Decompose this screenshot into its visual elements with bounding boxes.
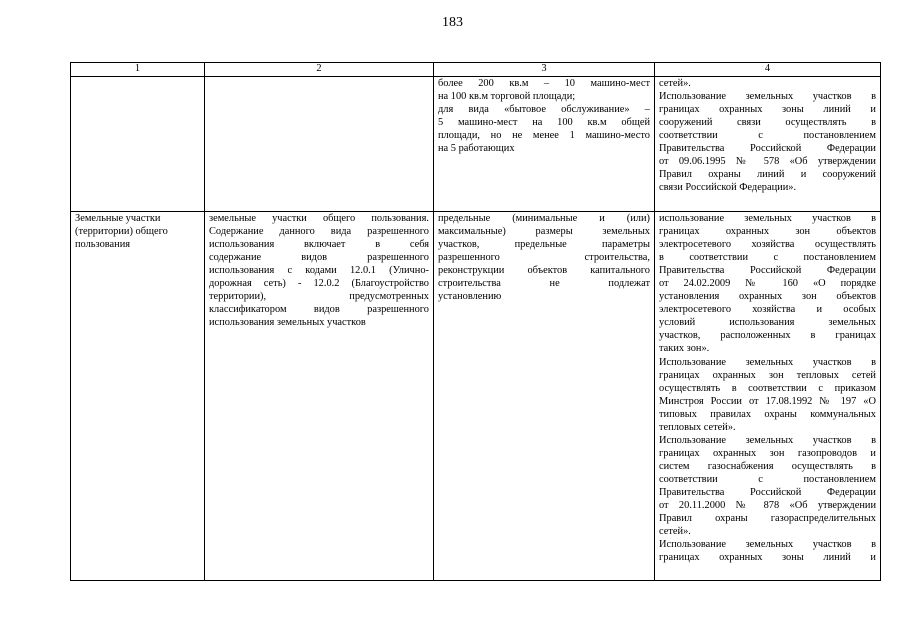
- text-line: дорожная сеть) - 12.0.2 (Благоустройство: [209, 278, 429, 290]
- text-line: классификатором видов разрешенного: [209, 304, 429, 316]
- text-line: соответствии с постановлением: [659, 473, 876, 485]
- text-line: типовых правилах охраны коммунальных: [659, 408, 876, 420]
- text-line: земельные участки общего пользования.: [209, 213, 429, 224]
- cell-parameters: [434, 77, 655, 212]
- text-line: Правил охраны газораспределительных: [659, 513, 876, 525]
- text-line: Использование земельных участков в: [659, 434, 876, 446]
- cell-land-type: [71, 77, 205, 212]
- text-line: Использование земельных участков в: [659, 356, 876, 368]
- table-row: [71, 212, 881, 581]
- column-number-3: 3: [434, 63, 655, 77]
- text-line: максимальные) размеры земельных: [438, 226, 650, 238]
- text-line: границах охранных зон газопроводов и: [659, 447, 876, 459]
- text-line: электросетевого хозяйства и особых: [659, 304, 876, 316]
- text-line: Минстроя России от 17.08.1992 № 197 «О: [659, 395, 876, 407]
- text-line: на 100 кв.м торговой площади;: [438, 91, 576, 103]
- page-number: 183: [442, 15, 463, 30]
- text-line: территории), предусмотренных: [209, 291, 429, 303]
- text-line: строительства не подлежат: [438, 278, 650, 290]
- text-line: на 5 работающих: [438, 143, 515, 155]
- text-line: тепловых сетей».: [659, 421, 736, 433]
- text-line: Земельные участки: [75, 213, 161, 224]
- text-line: реконструкции объектов капитального: [438, 265, 650, 277]
- table-row: [71, 77, 881, 212]
- cell-parameters: [434, 212, 655, 581]
- text-line: использование земельных участков в: [659, 213, 876, 224]
- text-line: Правительства Российской Федерации: [659, 265, 876, 277]
- text-line: связи Российской Федерации».: [659, 182, 797, 194]
- text-line: соответствии с постановлением: [659, 130, 876, 142]
- text-line: от 09.06.1995 № 578 «Об утверждении: [659, 156, 876, 168]
- text-line: Использование земельных участков в: [659, 539, 876, 551]
- land-use-table: [70, 62, 881, 581]
- text-line: предельные (минимальные и (или): [438, 213, 650, 224]
- text-line: Правительства Российской Федерации: [659, 143, 876, 155]
- text-line: площади, но не менее 1 машино-место: [438, 130, 650, 142]
- text-line: содержание видов разрешенного: [209, 252, 429, 264]
- text-line: для вида «бытовое обслуживание» –: [438, 104, 650, 116]
- text-line: систем газоснабжения осуществлять в: [659, 460, 876, 472]
- text-line: условий использования земельных: [659, 317, 876, 329]
- text-line: сетей».: [659, 78, 691, 89]
- text-line: использования включает в себя: [209, 239, 429, 251]
- text-line: от 20.11.2000 № 878 «Об утверждении: [659, 500, 876, 512]
- text-line: границах охранных зоны линий и: [659, 552, 876, 564]
- text-line: использования с кодами 12.0.1 (Улично-: [209, 265, 429, 277]
- column-number-2: 2: [205, 63, 434, 77]
- text-line: Содержание данного вида разрешенного: [209, 226, 429, 238]
- cell-land-type: [71, 212, 205, 581]
- text-line: в соответствии с постановлением: [659, 252, 876, 264]
- text-line: таких зон».: [659, 343, 710, 355]
- text-line: электросетевого хозяйства осуществлять: [659, 239, 876, 251]
- text-line: от 24.02.2009 № 160 «О порядке: [659, 278, 876, 290]
- column-number-1: 1: [71, 63, 205, 77]
- text-line: границах охранных зоны линий и: [659, 104, 876, 116]
- cell-restrictions: [655, 212, 881, 581]
- text-line: границах охранных зон объектов: [659, 226, 876, 238]
- text-line: участков, предельные параметры: [438, 239, 650, 251]
- text-line: Правил охраны линий и сооружений: [659, 169, 876, 181]
- table-header-row: [71, 63, 881, 77]
- cell-restrictions: [655, 77, 881, 212]
- text-line: границах охранных зон тепловых сетей: [659, 369, 876, 381]
- text-line: Использование земельных участков в: [659, 91, 876, 103]
- text-line: (территории) общего: [75, 226, 168, 238]
- text-line: Правительства Российской Федерации: [659, 486, 876, 498]
- text-line: более 200 кв.м – 10 машино-мест: [438, 78, 650, 89]
- text-line: осуществлять в соответствии с приказом: [659, 382, 876, 394]
- text-line: разрешенного строительства,: [438, 252, 650, 264]
- text-line: установления охранных зон объектов: [659, 291, 876, 303]
- text-line: сооружений связи осуществлять в: [659, 117, 876, 129]
- column-number-4: 4: [655, 63, 881, 77]
- text-line: 5 машино-мест на 100 кв.м общей: [438, 117, 650, 129]
- text-line: сетей».: [659, 526, 691, 538]
- text-line: пользования: [75, 239, 131, 251]
- cell-permitted-use-description: [205, 77, 434, 212]
- cell-permitted-use-description: [205, 212, 434, 581]
- text-line: использования земельных участков: [209, 317, 366, 329]
- text-line: установлению: [438, 291, 502, 303]
- text-line: участков, расположенных в границах: [659, 330, 876, 342]
